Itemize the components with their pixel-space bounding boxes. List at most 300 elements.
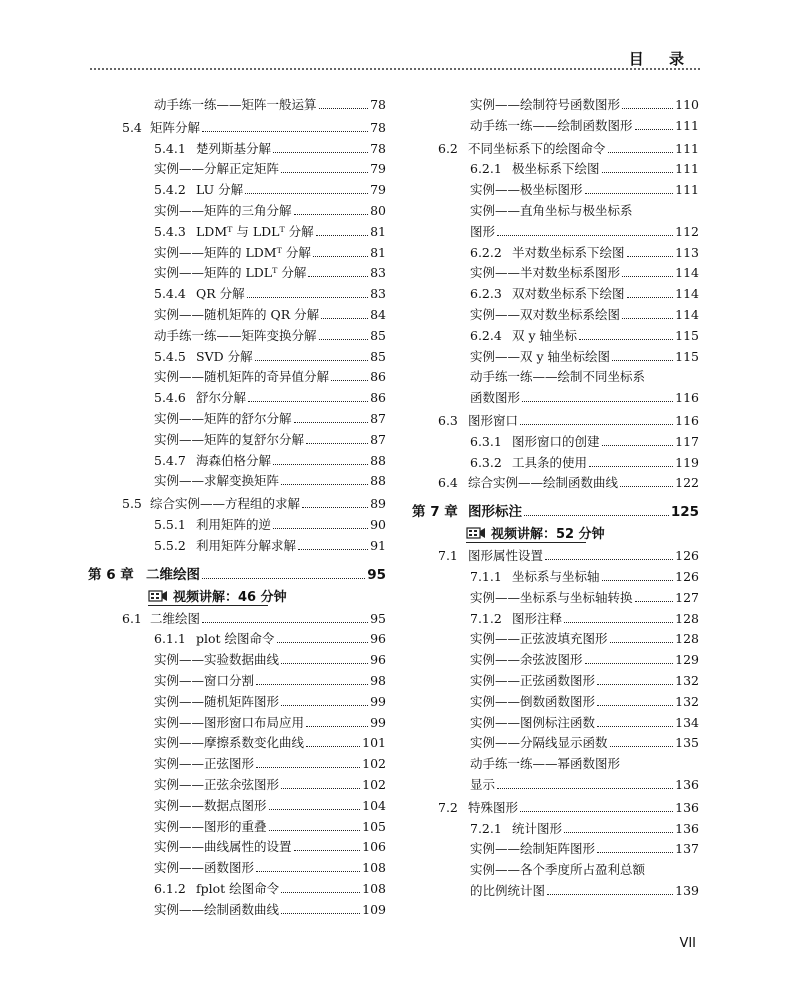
toc-entry-number: 5.4.7 <box>154 452 186 468</box>
toc-entry-number: 5.4.4 <box>154 286 186 302</box>
toc-entry <box>412 347 699 367</box>
toc-entry-page: 101 <box>362 735 386 751</box>
toc-entry-number: 6.2.4 <box>470 327 502 343</box>
toc-entry <box>108 139 386 159</box>
toc-entry <box>108 471 386 491</box>
toc-entry-page: 96 <box>370 631 386 647</box>
dot-leader <box>635 128 674 130</box>
toc-entry-page: 135 <box>675 735 699 751</box>
dot-leader <box>547 893 673 895</box>
toc-entry <box>108 858 386 878</box>
toc-entry-number: 6.3.2 <box>470 454 502 470</box>
toc-entry-page: 102 <box>362 777 386 792</box>
toc-entry-number: 第 6 章 <box>88 566 134 583</box>
dot-leader <box>281 912 360 914</box>
toc-entry <box>108 451 386 471</box>
toc-entry-title: 动手练一练——矩阵一般运算 <box>154 97 317 112</box>
toc-entry-page: 116 <box>675 390 699 406</box>
toc-entry-page: 116 <box>675 413 699 428</box>
dot-leader <box>247 296 368 298</box>
dot-leader <box>602 444 674 446</box>
toc-entry-title: 实例——摩擦系数变化曲线 <box>154 735 305 751</box>
toc-entry <box>108 263 386 283</box>
page-number: VII <box>679 936 696 951</box>
toc-entry-title: 双对数坐标系下绘图 <box>512 286 625 302</box>
dot-leader <box>319 107 369 109</box>
dot-leader <box>524 514 669 516</box>
dot-leader <box>294 213 369 215</box>
dot-leader <box>306 442 368 444</box>
toc-entry-number: 6.2.3 <box>470 286 502 302</box>
dot-leader <box>202 130 368 132</box>
dot-leader <box>597 704 673 706</box>
toc-entry-title: 实例——求解变换矩阵 <box>154 473 280 489</box>
video-lecture-line <box>412 524 699 544</box>
toc-entry-page: 105 <box>362 818 386 834</box>
toc-entry <box>108 817 386 837</box>
toc-entry-page: 137 <box>675 841 699 857</box>
toc-entry-number: 5.5 <box>122 496 142 512</box>
toc-entry <box>412 567 699 587</box>
toc-entry-title: 实例——倒数函数图形 <box>470 693 596 709</box>
toc-entry-title: 动手练一练——绘制不同坐标系 <box>470 369 646 385</box>
toc-entry-title: 实例——函数图形 <box>154 860 255 876</box>
dot-leader <box>313 255 368 257</box>
dot-leader <box>273 463 368 465</box>
toc-entry <box>108 347 386 367</box>
toc-entry <box>412 243 699 263</box>
toc-entry-page: 108 <box>362 860 386 876</box>
dot-leader <box>635 600 674 602</box>
toc-entry <box>108 326 386 346</box>
toc-entry-title: 实例——正弦余弦图形 <box>154 777 280 792</box>
toc-entry-page: 78 <box>370 140 386 156</box>
toc-entry-page: 139 <box>675 883 699 898</box>
toc-entry <box>108 494 386 514</box>
toc-entry-number: 5.5.2 <box>154 537 186 553</box>
video-camera-icon <box>148 589 168 603</box>
toc-entry-title: 二维绘图 <box>150 610 201 626</box>
dot-leader <box>269 808 361 810</box>
toc-entry-page: 132 <box>675 693 699 709</box>
toc-chapter-entry <box>412 502 699 522</box>
toc-entry-page: 128 <box>675 631 699 647</box>
dot-leader <box>622 275 673 277</box>
dot-leader <box>520 423 673 425</box>
toc-entry-page: 102 <box>362 756 386 772</box>
toc-entry <box>108 879 386 899</box>
toc-entry <box>412 367 699 387</box>
toc-entry-page: 112 <box>675 223 699 239</box>
toc-entry-page: 108 <box>362 881 386 896</box>
toc-entry <box>412 116 699 136</box>
toc-entry <box>108 430 386 450</box>
toc-entry-title: 实例——矩阵的舒尔分解 <box>154 411 292 426</box>
toc-entry <box>412 263 699 283</box>
toc-entry-number: 6.1.2 <box>154 881 186 896</box>
dot-leader <box>273 527 368 529</box>
toc-entry <box>108 388 386 408</box>
toc-entry-title: 综合实例——方程组的求解 <box>150 496 301 512</box>
dot-leader <box>281 483 368 485</box>
toc-entry <box>412 650 699 670</box>
dot-leader <box>627 296 674 298</box>
toc-entry-number: 6.2 <box>438 140 458 156</box>
toc-entry <box>412 798 699 818</box>
toc-entry-title: 图形注释 <box>512 610 563 626</box>
toc-entry-number: 6.2.2 <box>470 244 502 260</box>
toc-entry <box>412 860 699 880</box>
toc-entry-page: 109 <box>362 901 386 917</box>
toc-entry-number: 7.1.1 <box>470 569 502 584</box>
toc-entry-title: 舒尔分解 <box>196 390 247 406</box>
toc-entry-title: 图形窗口的创建 <box>512 433 600 449</box>
dot-leader <box>597 851 673 853</box>
toc-entry-page: 136 <box>675 820 699 836</box>
dot-leader <box>255 359 369 361</box>
toc-entry-title: 实例——绘制函数曲线 <box>154 901 280 917</box>
toc-entry-title: 半对数坐标系下绘图 <box>512 244 625 260</box>
header-divider <box>90 68 700 70</box>
dot-leader <box>545 558 673 560</box>
toc-entry <box>108 629 386 649</box>
toc-entry-title: 动手练一练——矩阵变换分解 <box>154 327 317 343</box>
toc-entry-page: 89 <box>370 496 386 512</box>
toc-entry-page: 134 <box>675 714 699 730</box>
toc-entry-title: 实例——半对数坐标系图形 <box>470 265 621 281</box>
toc-entry-number: 5.4.3 <box>154 223 186 239</box>
dot-leader <box>622 317 673 319</box>
toc-entry-title: 实例——正弦函数图形 <box>470 673 596 688</box>
toc-entry-title: 图形属性设置 <box>468 548 544 564</box>
toc-entry <box>108 201 386 221</box>
toc-entry-title: 工具条的使用 <box>512 454 588 470</box>
toc-entry-title: 图形窗口 <box>468 413 519 428</box>
toc-entry-title: 实例——图例标注函数 <box>470 714 596 730</box>
toc-entry-page: 90 <box>370 517 386 532</box>
toc-entry-title: 实例——图形的重叠 <box>154 818 267 834</box>
toc-entry-title: 实例——窗口分割 <box>154 673 255 688</box>
toc-entry <box>108 775 386 795</box>
toc-entry <box>412 388 699 408</box>
toc-entry <box>412 839 699 859</box>
toc-entry-page: 84 <box>370 307 386 322</box>
toc-entry-title: 坐标系与坐标轴 <box>512 569 600 584</box>
toc-entry <box>412 180 699 200</box>
toc-entry <box>412 305 699 325</box>
toc-entry-page: 119 <box>675 454 699 470</box>
dot-leader <box>308 275 368 277</box>
toc-entry-page: 117 <box>675 433 699 449</box>
toc-entry-number: 5.4.6 <box>154 390 186 406</box>
dot-leader <box>294 421 369 423</box>
toc-entry-number: 6.3.1 <box>470 433 502 449</box>
toc-entry-title: SVD 分解 <box>196 348 253 364</box>
dot-leader <box>321 317 368 319</box>
toc-entry <box>108 900 386 920</box>
toc-entry-title: 实例——直角坐标与极坐标系 <box>470 203 633 218</box>
toc-entry-page: 78 <box>370 97 386 112</box>
toc-entry-page: 83 <box>370 286 386 302</box>
dot-leader <box>597 725 673 727</box>
dot-leader <box>248 400 368 402</box>
toc-entry-title: plot 绘图命令 <box>196 631 275 647</box>
dot-leader <box>281 704 368 706</box>
toc-entry-page: 115 <box>675 327 699 343</box>
toc-entry-title: 实例——绘制矩阵图形 <box>470 841 596 857</box>
dot-leader <box>256 766 360 768</box>
toc-entry-title: QR 分解 <box>196 286 245 302</box>
toc-entry <box>108 409 386 429</box>
toc-entry <box>108 367 386 387</box>
toc-entry-title: LU 分解 <box>196 182 244 198</box>
toc-entry <box>108 671 386 691</box>
dot-leader <box>281 662 368 664</box>
toc-entry-title: 实例——图形窗口布局应用 <box>154 714 305 730</box>
toc-entry-title: 实例——双对数坐标系绘图 <box>470 307 621 322</box>
toc-entry-page: 98 <box>370 673 386 688</box>
toc-entry-title: 实例——曲线属性的设置 <box>154 839 292 855</box>
toc-entry <box>108 796 386 816</box>
dot-leader <box>302 506 368 508</box>
dot-leader <box>316 234 368 236</box>
toc-entry-title: 不同坐标系下的绘图命令 <box>468 140 606 156</box>
toc-entry-title: 利用矩阵分解求解 <box>196 537 297 553</box>
toc-entry <box>412 819 699 839</box>
toc-entry-page: 111 <box>675 117 699 133</box>
toc-entry-title: 实例——分隔线显示函数 <box>470 735 608 751</box>
dot-leader <box>306 725 368 727</box>
toc-entry-page: 91 <box>370 537 386 553</box>
toc-entry-page: 126 <box>675 569 699 584</box>
toc-entry-page: 129 <box>675 652 699 668</box>
toc-entry <box>412 692 699 712</box>
dot-leader <box>497 787 673 789</box>
toc-entry-title: 函数图形 <box>470 390 521 406</box>
toc-entry <box>108 95 386 115</box>
dot-leader <box>564 831 673 833</box>
dot-leader <box>522 400 673 402</box>
toc-entry <box>412 671 699 691</box>
dot-leader <box>256 870 360 872</box>
dot-leader <box>520 810 673 812</box>
toc-entry-title: 实例——矩阵的复舒尔分解 <box>154 431 305 447</box>
toc-entry-title: 动手练一练——绘制函数图形 <box>470 117 633 133</box>
toc-entry-number: 6.3 <box>438 413 458 428</box>
toc-entry-page: 86 <box>370 369 386 385</box>
toc-entry-number: 7.2.1 <box>470 820 502 836</box>
toc-entry-page: 88 <box>370 473 386 489</box>
toc-entry-number: 5.5.1 <box>154 517 186 532</box>
toc-entry-title: 图形标注 <box>468 504 522 521</box>
toc-entry-page: 114 <box>675 307 699 322</box>
toc-entry <box>412 733 699 753</box>
dot-leader <box>269 829 361 831</box>
toc-entry-page: 127 <box>675 589 699 605</box>
toc-entry-title: fplot 绘图命令 <box>196 881 280 896</box>
toc-entry-page: 104 <box>362 797 386 813</box>
dot-leader <box>281 171 368 173</box>
toc-entry-title: 实例——各个季度所占盈利总额 <box>470 862 646 878</box>
toc-entry-page: 115 <box>675 348 699 364</box>
dot-leader <box>564 621 673 623</box>
toc-entry-number: 5.4.5 <box>154 348 186 364</box>
toc-chapter-entry <box>88 565 386 585</box>
toc-entry <box>108 713 386 733</box>
toc-entry-number: 6.1 <box>122 610 142 626</box>
toc-entry-page: 87 <box>370 411 386 426</box>
toc-entry-number: 5.4.1 <box>154 140 186 156</box>
toc-entry <box>412 95 699 115</box>
toc-entry-number: 7.1.2 <box>470 610 502 626</box>
toc-entry-page: 111 <box>675 182 699 198</box>
toc-entry-title: 图形 <box>470 223 496 239</box>
toc-entry-page: 111 <box>675 140 699 156</box>
toc-entry-title: 实例——正弦波填充图形 <box>470 631 608 647</box>
toc-entry <box>412 284 699 304</box>
toc-entry-title: 实例——分解正定矩阵 <box>154 161 280 177</box>
toc-entry <box>108 536 386 556</box>
page-header-title: 目 录 <box>628 50 694 68</box>
toc-entry-number: 5.4 <box>122 119 142 135</box>
toc-entry-number: 5.4.2 <box>154 182 186 198</box>
toc-entry-page: 95 <box>367 566 386 583</box>
toc-entry-page: 128 <box>675 610 699 626</box>
dot-leader <box>277 641 369 643</box>
toc-entry <box>412 754 699 774</box>
video-underline <box>466 542 586 543</box>
toc-entry-page: 79 <box>370 161 386 177</box>
toc-entry <box>108 754 386 774</box>
toc-entry-title: 综合实例——绘制函数曲线 <box>468 475 619 491</box>
toc-entry-title: 实例——坐标系与坐标轴转换 <box>470 589 633 605</box>
toc-entry-title: 二维绘图 <box>146 566 200 583</box>
toc-entry-title: 双 y 轴坐标 <box>512 327 578 343</box>
video-lecture-text: 视频讲解：46 分钟 <box>173 589 287 605</box>
toc-entry-title: 实例——矩阵的三角分解 <box>154 203 292 218</box>
toc-entry-title: 的比例统计图 <box>470 883 546 898</box>
toc-entry-page: 114 <box>675 286 699 302</box>
dot-leader <box>497 234 673 236</box>
dot-leader <box>610 641 674 643</box>
toc-entry <box>412 326 699 346</box>
toc-entry <box>108 650 386 670</box>
toc-entry-title: 楚列斯基分解 <box>196 140 272 156</box>
toc-entry-page: 122 <box>675 475 699 491</box>
toc-entry-page: 136 <box>675 777 699 792</box>
dot-leader <box>245 192 368 194</box>
dot-leader <box>331 379 368 381</box>
toc-entry-number: 7.2 <box>438 799 458 815</box>
toc-entry-number: 6.2.1 <box>470 161 502 177</box>
dot-leader <box>608 151 674 153</box>
dot-leader <box>281 787 360 789</box>
toc-entry <box>108 837 386 857</box>
toc-entry <box>412 588 699 608</box>
toc-entry-title: 特殊图形 <box>468 799 519 815</box>
toc-entry-title: 实例——余弦波图形 <box>470 652 583 668</box>
toc-entry-page: 86 <box>370 390 386 406</box>
toc-entry <box>412 201 699 221</box>
toc-entry-title: 实例——随机矩阵的 QR 分解 <box>154 307 320 322</box>
toc-entry-number: 7.1 <box>438 548 458 564</box>
toc-entry <box>108 692 386 712</box>
toc-entry-page: 132 <box>675 673 699 688</box>
toc-entry-page: 83 <box>370 265 386 281</box>
dot-leader <box>597 683 673 685</box>
toc-entry-page: 106 <box>362 839 386 855</box>
toc-entry <box>108 222 386 242</box>
toc-entry <box>412 222 699 242</box>
dot-leader <box>319 338 369 340</box>
toc-entry <box>412 881 699 901</box>
dot-leader <box>602 171 674 173</box>
toc-entry-title: 实例——实验数据曲线 <box>154 652 280 668</box>
toc-entry-title: 实例——矩阵的 LDMᵀ 分解 <box>154 244 311 260</box>
toc-entry-title: 矩阵分解 <box>150 119 201 135</box>
dot-leader <box>294 849 361 851</box>
toc-entry-page: 87 <box>370 431 386 447</box>
toc-entry-title: 实例——极坐标图形 <box>470 182 583 198</box>
toc-entry-title: 实例——矩阵的 LDLᵀ 分解 <box>154 265 307 281</box>
toc-entry <box>412 775 699 795</box>
toc-entry-title: 利用矩阵的逆 <box>196 517 272 532</box>
toc-entry <box>412 453 699 473</box>
toc-entry-title: LDMᵀ 与 LDLᵀ 分解 <box>196 223 314 239</box>
toc-entry-page: 95 <box>370 610 386 626</box>
video-lecture-text: 视频讲解：52 分钟 <box>491 527 605 543</box>
toc-entry <box>108 284 386 304</box>
toc-entry <box>412 713 699 733</box>
toc-entry <box>108 243 386 263</box>
toc-entry-page: 110 <box>675 97 699 112</box>
toc-entry-title: 极坐标系下绘图 <box>512 161 600 177</box>
toc-entry <box>108 305 386 325</box>
dot-leader <box>256 683 368 685</box>
toc-entry-page: 125 <box>670 504 699 521</box>
toc-entry-page: 113 <box>675 244 699 260</box>
toc-entry-page: 126 <box>675 548 699 564</box>
toc-entry-page: 78 <box>370 119 386 135</box>
dot-leader <box>579 338 673 340</box>
dot-leader <box>620 485 673 487</box>
toc-entry-page: 88 <box>370 452 386 468</box>
dot-leader <box>610 745 674 747</box>
toc-entry-title: 实例——正弦图形 <box>154 756 255 772</box>
dot-leader <box>627 255 674 257</box>
toc-entry-page: 79 <box>370 182 386 198</box>
dot-leader <box>281 891 360 893</box>
dot-leader <box>306 745 360 747</box>
dot-leader <box>589 465 673 467</box>
toc-entry-title: 实例——数据点图形 <box>154 797 267 813</box>
toc-entry-page: 136 <box>675 799 699 815</box>
dot-leader <box>622 107 673 109</box>
toc-entry <box>412 432 699 452</box>
toc-entry <box>108 118 386 138</box>
toc-entry <box>108 180 386 200</box>
toc-entry-page: 80 <box>370 203 386 218</box>
toc-entry-title: 统计图形 <box>512 820 563 836</box>
dot-leader <box>585 192 674 194</box>
toc-entry <box>412 411 699 431</box>
toc-entry-page: 85 <box>370 327 386 343</box>
toc-entry-title: 实例——绘制符号函数图形 <box>470 97 621 112</box>
toc-entry-page: 81 <box>370 244 386 260</box>
video-underline <box>148 605 268 606</box>
toc-entry-page: 99 <box>370 693 386 709</box>
dot-leader <box>612 359 673 361</box>
